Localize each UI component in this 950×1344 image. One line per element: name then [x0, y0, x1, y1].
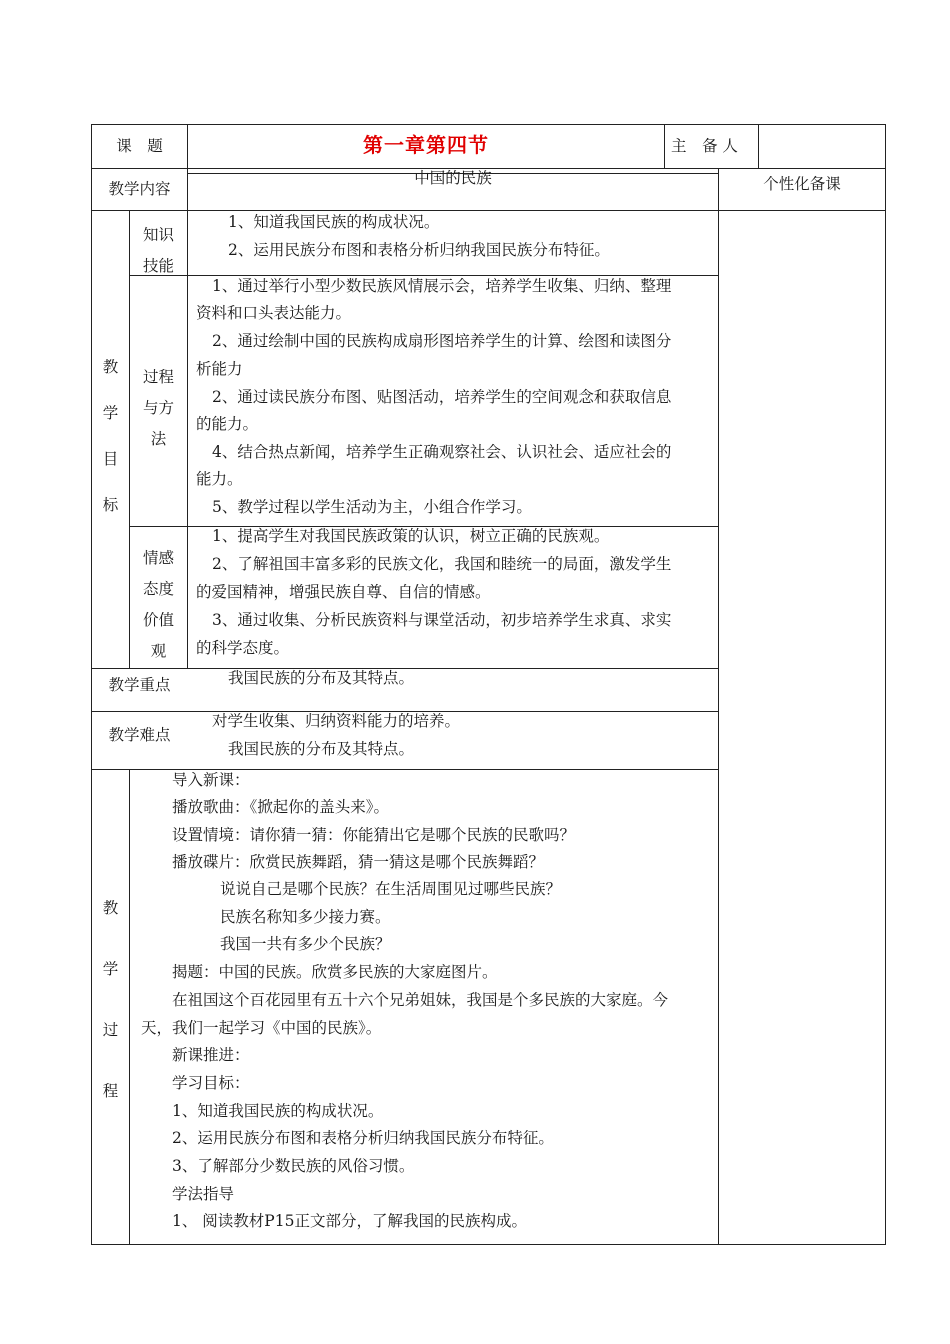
process-text-line: 设置情境：请你猜一猜：你能猜出它是哪个民族的民歌吗？	[172, 826, 576, 844]
knowledge-line: 2、运用民族分布图和表格分析归纳我国民族分布特征。	[228, 241, 610, 259]
difficulty-line: 我国民族的分布及其特点。	[228, 740, 415, 758]
knowledge-line: 1、知道我国民族的构成状况。	[228, 213, 440, 231]
process-text-line: 3、了解部分少数民族的风俗习惯。	[172, 1157, 415, 1175]
preparer-label: 主 备 人	[671, 137, 738, 155]
process-line: 4、结合热点新闻，培养学生正确观察社会、认识社会、适应社会的	[212, 443, 672, 461]
rule-process-col	[129, 769, 130, 1245]
emotion-line: 1、提高学生对我国民族政策的认识，树立正确的民族观。	[212, 527, 610, 545]
key-point-label: 教学重点	[108, 676, 171, 694]
process-method-label: 过程 与方 法	[142, 368, 174, 448]
process-text-line: 2、运用民族分布图和表格分析归纳我国民族分布特征。	[172, 1129, 554, 1147]
content-label: 教学内容	[108, 180, 171, 198]
process-text-line: 1、 阅读教材P15正文部分，了解我国的民族构成。	[172, 1212, 527, 1230]
emotion-line: 的爱国精神，增强民族自尊、自信的情感。	[196, 583, 491, 601]
process-line: 2、通过绘制中国的民族构成扇形图培养学生的计算、绘图和读图分	[212, 332, 672, 350]
difficulty-line: 对学生收集、归纳资料能力的培养。	[212, 712, 461, 730]
emotion-line: 的科学态度。	[196, 639, 290, 657]
process-text-line: 我国一共有多少个民族？	[220, 935, 391, 953]
topic-label: 课 题	[116, 137, 163, 155]
process-text-line: 导入新课：	[172, 771, 250, 789]
process-text-line: 学习目标：	[172, 1074, 250, 1092]
knowledge-skills-label: 知识 技能	[142, 226, 174, 275]
process-line: 5、教学过程以学生活动为主，小组合作学习。	[212, 498, 532, 516]
rule-header-col2	[664, 124, 665, 169]
teaching-process-label: 教 学 过 程	[102, 899, 119, 1100]
process-line: 2、通过读民族分布图、贴图活动，培养学生的空间观念和获取信息	[212, 388, 672, 406]
content-value: 中国的民族	[414, 169, 492, 187]
rule-right	[885, 124, 886, 1245]
process-text-line: 天，我们一起学习《中国的民族》。	[141, 1019, 382, 1037]
process-text-line: 揭题：中国的民族。欣赏多民族的大家庭图片。	[172, 963, 498, 981]
process-text-line: 在祖国这个百花园里有五十六个兄弟姐妹，我国是个多民族的大家庭。今	[172, 991, 669, 1009]
process-text-line: 学法指导	[172, 1185, 235, 1203]
process-text-line: 说说自己是哪个民族？在生活周围见过哪些民族？	[220, 880, 562, 898]
key-point-text: 我国民族的分布及其特点。	[228, 669, 415, 687]
process-text-line: 民族名称知多少接力赛。	[220, 908, 391, 926]
rule-sublabel-col	[187, 210, 188, 669]
emotion-attitude-label: 情感 态度 价值 观	[142, 549, 174, 660]
process-line: 资料和口头表达能力。	[196, 304, 352, 322]
difficulty-label: 教学难点	[108, 726, 171, 744]
process-text-line: 播放碟片：欣赏民族舞蹈，猜一猜这是哪个民族舞蹈？	[172, 853, 545, 871]
emotion-line: 3、通过收集、分析民族资料与课堂活动，初步培养学生求真、求实	[212, 611, 672, 629]
process-line: 能力。	[196, 470, 243, 488]
process-line: 1、通过举行小型少数民族风情展示会，培养学生收集、归纳、整理	[212, 277, 672, 295]
process-line: 的能力。	[196, 415, 259, 433]
rule-header-col3	[758, 124, 759, 169]
emotion-line: 2、了解祖国丰富多彩的民族文化，我国和睦统一的局面，激发学生	[212, 555, 672, 573]
process-line: 析能力	[196, 360, 243, 378]
personalized-prep-label: 个性化备课	[763, 175, 841, 193]
rule-top	[91, 124, 886, 125]
rule-content-bottom	[91, 210, 886, 211]
rule-personal-col	[718, 168, 719, 1245]
process-text-line: 播放歌曲：《掀起你的盖头来》。	[172, 798, 390, 816]
lesson-title: 第一章第四节	[363, 133, 489, 157]
objectives-label: 教 学 目 标	[102, 358, 119, 514]
process-text-line: 1、知道我国民族的构成状况。	[172, 1102, 384, 1120]
process-text-line: 新课推进：	[172, 1046, 250, 1064]
rule-bottom	[91, 1244, 886, 1245]
